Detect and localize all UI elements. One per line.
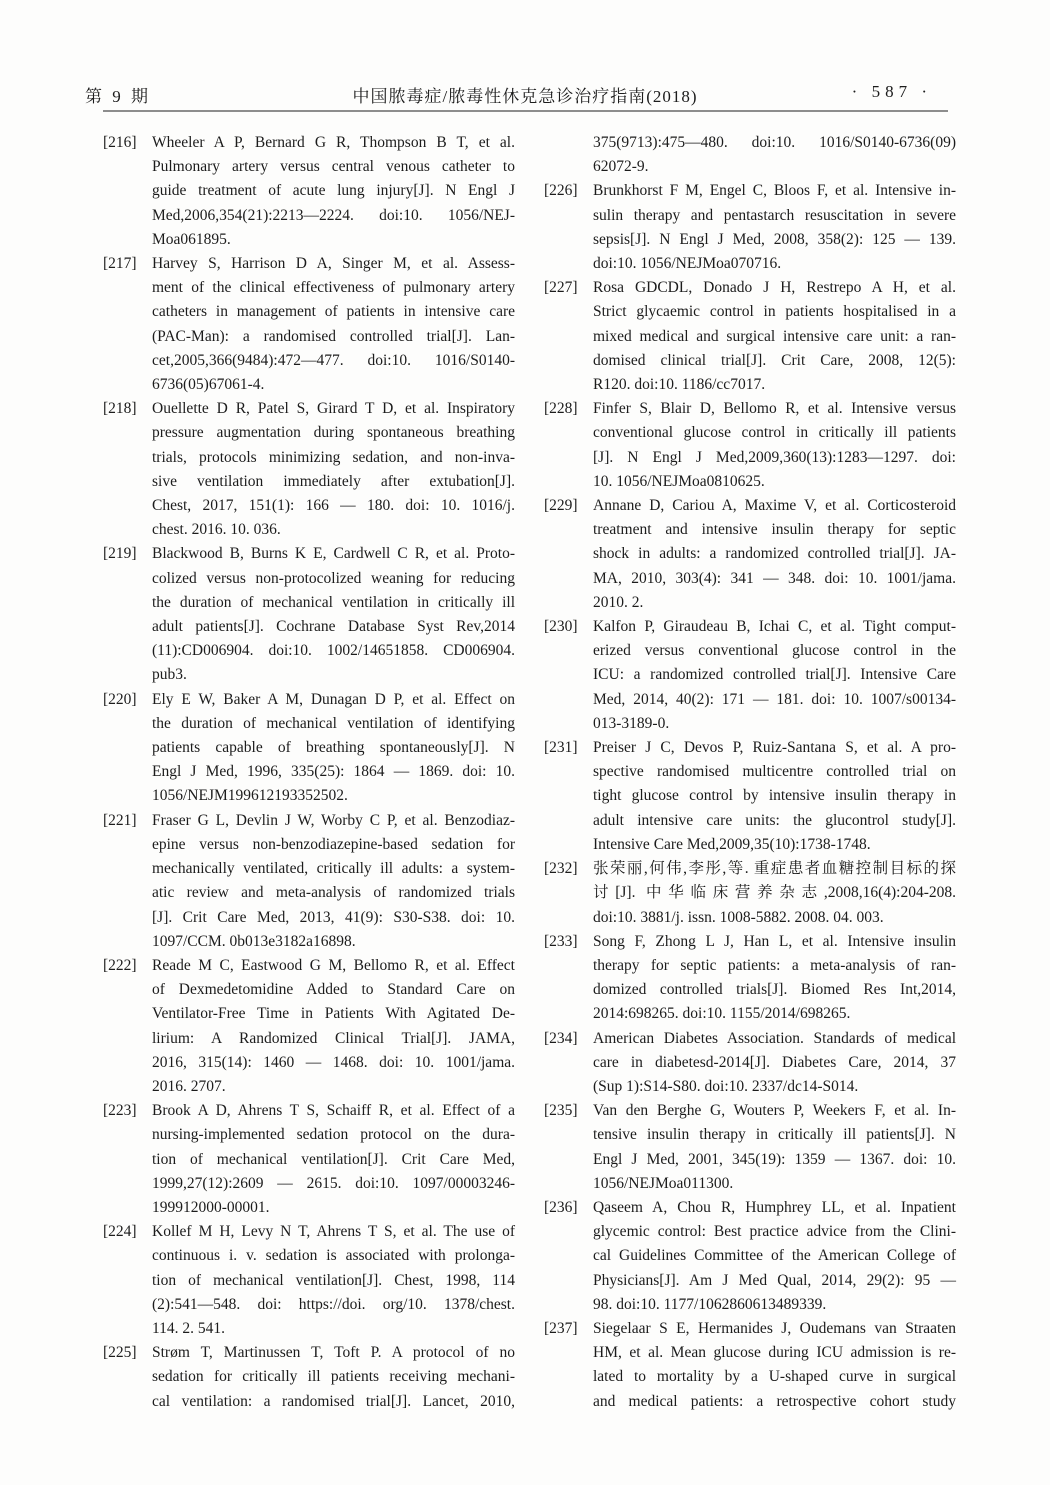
issue-label: 第 9 期 [85,87,151,106]
reference-entry [103,542,515,687]
reference-line: 62072-9. [593,158,649,176]
reference-line: cal Guidelines Committee of the American College of [593,1247,956,1265]
reference-line: Ouellette D R, Patel S, Girard T D, et al. Inspiratory [152,400,515,418]
reference-number: [218] [103,400,137,418]
reference-line: Pulmonary artery versus central venous catheter to [152,158,515,176]
reference-entry [544,1027,956,1100]
reference-line: sive ventilation immediately after extubation[J]. [152,472,515,490]
reference-line: tion of mechanical ventilation[J]. Crit Care Med, [152,1150,515,1168]
page-number: · 587 · [851,82,932,101]
reference-line: spective randomised multicentre controlled trial on [593,763,956,781]
reference-entry [544,1099,956,1196]
reference-entry [544,615,956,736]
reference-line: tight glucose control by intensive insulin therapy in [593,787,956,805]
reference-entry [544,276,956,397]
reference-line: chest. 2016. 10. 036. [152,521,281,539]
references-left-column [103,131,515,1414]
reference-line: doi:10. 1056/NEJMoa070716. [593,255,782,273]
reference-line: catheters in management of patients in intensive care [152,303,515,321]
reference-number: [229] [544,497,578,515]
reference-line: continuous i. v. sedation is associated with prolonga- [152,1247,515,1265]
reference-entry [103,131,515,252]
reference-line: pub3. [152,666,187,684]
reference-line: nursing-implemented sedation protocol on the dura- [152,1126,515,1144]
reference-entry-continuation [544,131,956,179]
reference-entry [103,1341,515,1414]
reference-number: [235] [544,1102,578,1120]
reference-line: Kollef M H, Levy N T, Ahrens T S, et al. The use of [152,1223,515,1241]
reference-entry [103,954,515,1099]
reference-line: (2):541—548. doi: https://doi. org/10. 1378/chest. [152,1295,515,1313]
reference-line: guide treatment of acute lung injury[J]. N Engl J [152,182,515,200]
reference-line: sulin therapy and pentastarch resuscitation in severe [593,206,956,224]
reference-line: sedation for critically ill patients receiving mechani- [152,1368,515,1386]
reference-number: [220] [103,690,137,708]
reference-number: [217] [103,255,137,273]
reference-line: Harvey S, Harrison D A, Singer M, et al. Assess- [152,255,515,273]
reference-entry [544,1317,956,1414]
reference-line: Brook A D, Ahrens T S, Schaiff R, et al. Effect of a [152,1102,515,1120]
reference-number: [216] [103,134,137,151]
reference-line: mixed medical and surgical intensive care unit: a ran- [593,327,956,345]
reference-line: patients capable of breathing spontaneously[J]. N [152,739,515,757]
references-right-column [544,131,956,1414]
reference-line: Engl J Med, 2001, 345(19): 1359 — 1367. doi: 10. [593,1150,956,1168]
reference-line: Qaseem A, Chou R, Humphrey LL, et al. Inpatient [593,1198,956,1216]
reference-line: lated to mortality by a U-shaped curve in surgical [593,1368,956,1386]
reference-number: [219] [103,545,137,563]
reference-line: Wheeler A P, Bernard G R, Thompson B T, et al. [152,134,515,151]
reference-line: American Diabetes Association. Standards of medical [593,1029,956,1047]
reference-line: Engl J Med, 1996, 335(25): 1864 — 1869. doi: 10. [152,763,515,781]
reference-line: Rosa GDCDL, Donado J H, Restrepo A H, et al. [593,279,956,297]
reference-line: 199912000-00001. [152,1198,270,1216]
reference-line: Siegelaar S E, Hermanides J, Oudemans van Straaten [593,1319,956,1337]
reference-line: 张荣丽,何伟,李彤,等. 重症患者血糖控制目标的探 [593,860,956,878]
reference-line: Intensive Care Med,2009,35(10):1738-1748. [593,835,871,853]
reference-line: Brunkhorst F M, Engel C, Bloos F, et al. Intensive in- [593,182,956,200]
reference-entry [544,494,956,615]
reference-line: trials, protocols minimizing sedation, and non-inva- [152,448,515,466]
reference-entry [544,397,956,494]
reference-line: epine versus non-benzodiazepine-based sedation for [152,835,515,853]
reference-line: HM, et al. Mean glucose during ICU admission is re- [593,1344,956,1362]
reference-line: Van den Berghe G, Wouters P, Weekers F, et al. In- [593,1102,956,1120]
reference-line: Chest, 2017, 151(1): 166 — 180. doi: 10. 1016/j. [152,497,515,515]
reference-line: 2016, 315(14): 1460 — 1468. doi: 10. 1001/jama. [152,1053,515,1071]
reference-line: Annane D, Cariou A, Maxime V, et al. Corticosteroid [593,497,956,515]
reference-line: 2016. 2707. [152,1077,226,1095]
reference-number: [230] [544,618,578,636]
reference-line: Ely E W, Baker A M, Dunagan D P, et al. Effect on [152,690,515,708]
reference-line: Moa061895. [152,230,231,248]
reference-line: (PAC-Man): a randomised controlled trial[J]. Lan- [152,327,515,345]
reference-number: [236] [544,1198,578,1216]
reference-number: [226] [544,182,578,200]
reference-line: Med,2006,354(21):2213—2224. doi:10. 1056/NEJ- [152,206,515,224]
reference-entry [103,1099,515,1220]
reference-line: 2010. 2. [593,593,644,611]
reference-line: of Dexmedetomidine Added to Standard Care on [152,981,515,999]
reference-line: R120. doi:10. 1186/cc7017. [593,376,766,394]
reference-line: tion of mechanical ventilation[J]. Chest, 1998, 114 [152,1271,515,1289]
reference-entry [103,809,515,954]
reference-entry [103,1220,515,1341]
reference-line: lirium: A Randomized Clinical Trial[J]. JAMA, [152,1029,515,1047]
reference-line: tensive insulin therapy in critically ill patients[J]. N [593,1126,956,1144]
reference-line: Blackwood B, Burns K E, Cardwell C R, et al. Proto- [152,545,515,563]
reference-line: 讨[J]. 中华临床营养杂志,2008,16(4):204-208. [593,884,956,902]
reference-line: the duration of mechanical ventilation of identifying [152,714,515,732]
reference-line: Strict glycaemic control in patients hospitalised in a [593,303,956,321]
reference-number: [223] [103,1102,137,1120]
reference-line: domised clinical trial[J]. Crit Care, 2008, 12(5): [593,351,956,369]
reference-line: cet,2005,366(9484):472—477. doi:10. 1016/S0140- [152,351,515,369]
reference-entry [544,179,956,276]
reference-entry [103,252,515,397]
reference-line: 98. doi:10. 1177/1062860613489339. [593,1295,827,1313]
journal-title: 中国脓毒症/脓毒性休克急诊治疗指南(2018) [352,87,698,106]
reference-line: therapy for septic patients: a meta-analysis of ran- [593,956,956,974]
reference-line: 1097/CCM. 0b013e3182a16898. [152,932,356,950]
reference-line: 1999,27(12):2609 — 2615. doi:10. 1097/00003246- [152,1174,515,1192]
reference-line: doi:10. 3881/j. issn. 1008-5882. 2008. 04. 003. [593,908,884,926]
reference-line: Fraser G L, Devlin J W, Worby C P, et al. Benzodiaz- [152,811,515,829]
reference-number: [232] [544,860,578,878]
reference-line: Song F, Zhong L J, Han L, et al. Intensive insulin [593,932,956,950]
reference-line: Physicians[J]. Am J Med Qual, 2014, 29(2): 95 — [593,1271,956,1289]
reference-line: 6736(05)67061-4. [152,376,265,394]
reference-line: erized versus conventional glucose control in the [593,642,956,660]
reference-line: and medical patients: a retrospective cohort study [593,1392,956,1410]
reference-number: [233] [544,932,578,950]
reference-number: [222] [103,956,137,974]
reference-number: [237] [544,1319,578,1337]
reference-line: ICU: a randomized controlled trial[J]. Intensive Care [593,666,956,684]
reference-line: care in diabetesd-2014[J]. Diabetes Care, 2014, 37 [593,1053,956,1071]
reference-line: Reade M C, Eastwood G M, Bellomo R, et al. Effect [152,956,515,974]
reference-line: conventional glucose control in critically ill patients [593,424,956,442]
reference-line: glycemic control: Best practice advice from the Clini- [593,1223,956,1241]
reference-line: Kalfon P, Giraudeau B, Ichai C, et al. Tight comput- [593,618,956,636]
reference-line: treatment and intensive insulin therapy for septic [593,521,956,539]
reference-number: [234] [544,1029,578,1047]
reference-entry [103,397,515,542]
reference-line: pressure augmentation during spontaneous breathing [152,424,515,442]
header-rule [103,110,948,112]
reference-line: Strøm T, Martinussen T, Toft P. A protocol of no [152,1344,515,1362]
reference-line: [J]. N Engl J Med,2009,360(13):1283—1297. doi: [593,448,956,466]
reference-number: [221] [103,811,137,829]
reference-line: adult intensive care units: the glucontrol study[J]. [593,811,956,829]
reference-line: colized versus non-protocolized weaning for reducing [152,569,515,587]
reference-number: [228] [544,400,578,418]
reference-number: [225] [103,1344,137,1362]
reference-line: 375(9713):475—480. doi:10. 1016/S0140-6736(09) [593,134,956,151]
reference-line: atic review and meta-analysis of randomized trials [152,884,515,902]
reference-entry [103,688,515,809]
reference-line: the duration of mechanical ventilation in critically ill [152,593,515,611]
reference-line: adult patients[J]. Cochrane Database Syst Rev,2014 [152,618,515,636]
reference-line: sepsis[J]. N Engl J Med, 2008, 358(2): 125 — 139. [593,230,956,248]
page-header [0,82,1050,106]
reference-number: [231] [544,739,578,757]
reference-entry [544,930,956,1027]
reference-line: (Sup 1):S14-S80. doi:10. 2337/dc14-S014. [593,1077,859,1095]
reference-line: 1056/NEJM199612193352502. [152,787,348,805]
reference-line: ment of the clinical effectiveness of pulmonary artery [152,279,515,297]
reference-line: Ventilator-Free Time in Patients With Agitated De- [152,1005,515,1023]
reference-entry [544,1196,956,1317]
reference-entry [544,736,956,857]
reference-line: 114. 2. 541. [152,1319,226,1337]
reference-line: Med, 2014, 40(2): 171 — 181. doi: 10. 1007/s00134- [593,690,956,708]
reference-line: mechanically ventilated, critically ill adults: a system- [152,860,515,878]
reference-line: 10. 1056/NEJMoa0810625. [593,472,765,490]
reference-line: 013-3189-0. [593,714,670,732]
reference-line: Finfer S, Blair D, Bellomo R, et al. Intensive versus [593,400,956,418]
reference-line: 1056/NEJMoa011300. [593,1174,734,1192]
reference-line: 2014:698265. doi:10. 1155/2014/698265. [593,1005,851,1023]
reference-entry [544,857,956,930]
reference-line: cal ventilation: a randomised trial[J]. Lancet, 2010, [152,1392,515,1410]
reference-line: MA, 2010, 303(4): 341 — 348. doi: 10. 1001/jama. [593,569,956,587]
reference-line: domized controlled trials[J]. Biomed Res Int,2014, [593,981,956,999]
reference-number: [224] [103,1223,137,1241]
reference-number: [227] [544,279,578,297]
reference-line: (11):CD006904. doi:10. 1002/14651858. CD006904. [152,642,515,660]
reference-line: Preiser J C, Devos P, Ruiz-Santana S, et al. A pro- [593,739,956,757]
reference-line: shock in adults: a randomized controlled trial[J]. JA- [593,545,956,563]
reference-line: [J]. Crit Care Med, 2013, 41(9): S30-S38. doi: 10. [152,908,515,926]
